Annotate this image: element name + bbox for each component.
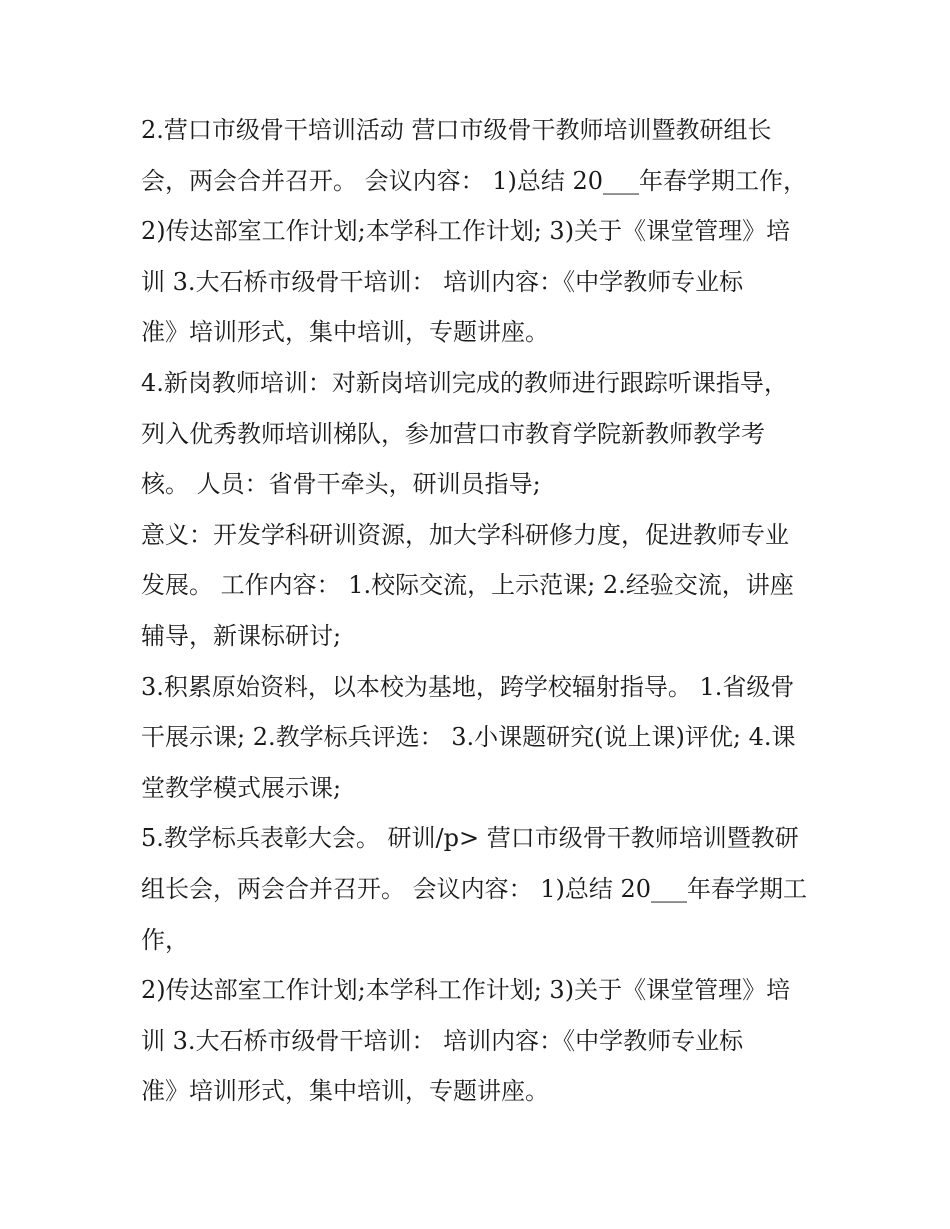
text-line-9: 意义：开发学科研训资源，加大学科研修力度，促进教师专业 xyxy=(141,520,789,549)
text-line-6: 4.新岗教师培训：对新岗培训完成的教师进行跟踪听课指导， xyxy=(141,368,788,397)
text-line-8: 核。 人员：省骨干牵头，研训员指导; xyxy=(141,470,541,499)
text-line-15: 5.教学标兵表彰大会。 研训/p> 营口市级骨干教师培训暨教研 xyxy=(141,824,799,853)
text-line-20: 准》培训形式，集中培训，专题讲座。 xyxy=(141,1077,549,1106)
text-line-19: 训 3.大石桥市级骨干培训： 培训内容：《中学教师专业标 xyxy=(141,1026,744,1055)
text-line-5: 准》培训形式，集中培训，专题讲座。 xyxy=(141,318,549,347)
text-line-4: 训 3.大石桥市级骨干培训： 培训内容：《中学教师专业标 xyxy=(141,267,744,296)
document-body xyxy=(141,105,821,1117)
text-line-11: 辅导，新课标研讨; xyxy=(141,621,342,650)
text-line-3: 2)传达部室工作计划;本学科工作计划; 3)关于《课堂管理》培 xyxy=(141,217,791,246)
text-line-7: 列入优秀教师培训梯队，参加营口市教育学院新教师教学考 xyxy=(141,419,765,448)
text-line-14: 堂教学模式展示课; xyxy=(141,773,342,802)
text-line-12: 3.积累原始资料，以本校为基地，跨学校辐射指导。 1.省级骨 xyxy=(141,672,795,701)
text-line-10: 发展。 工作内容： 1.校际交流，上示范课; 2.经验交流，讲座 xyxy=(141,571,794,600)
text-line-2: 会，两会合并召开。 会议内容： 1)总结 20___年春学期工作， xyxy=(141,166,808,195)
text-line-13: 干展示课; 2.教学标兵评选： 3.小课题研究(说上课)评优; 4.课 xyxy=(141,723,796,752)
text-line-18: 2)传达部室工作计划;本学科工作计划; 3)关于《课堂管理》培 xyxy=(141,976,791,1005)
text-line-1: 2.营口市级骨干培训活动 营口市级骨干教师培训暨教研组长 xyxy=(141,116,772,144)
text-line-17: 作， xyxy=(141,925,189,954)
text-line-16: 组长会，两会合并召开。 会议内容： 1)总结 20___年春学期工 xyxy=(141,874,808,903)
